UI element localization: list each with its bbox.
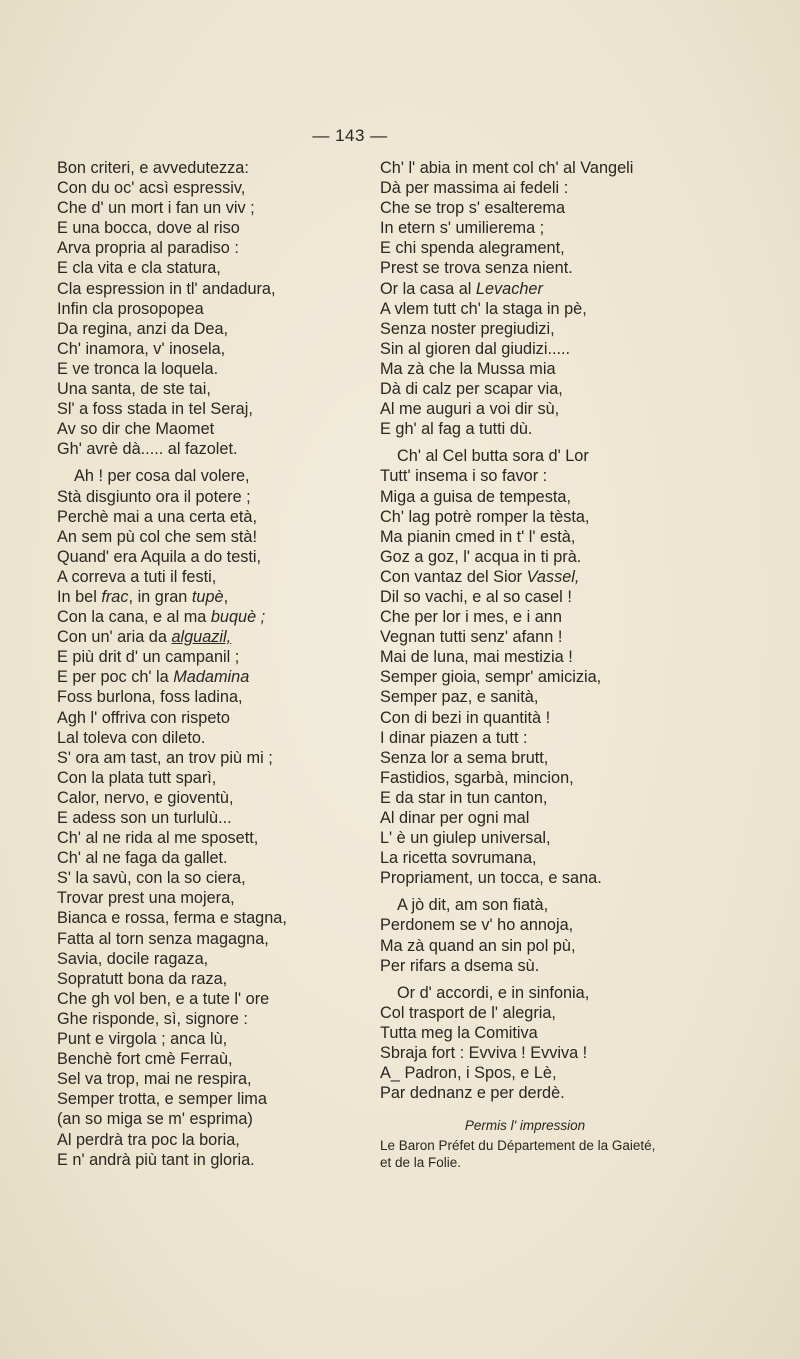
censor-line: Le Baron Préfet du Département de la Gaieté, [380, 1138, 656, 1154]
right-column [380, 158, 710, 1171]
poem-line: Stà disgiunto ora il potere ; [57, 487, 251, 506]
poem-line: Or d' accordi, e in sinfonia, [397, 983, 590, 1002]
poem-line: Ma zà che la Mussa mia [380, 359, 556, 378]
poem-line: A_ Padron, i Spos, e Lè, [380, 1064, 557, 1083]
poem-line: Con du oc' acsì espressiv, [57, 179, 246, 198]
poem-line: In bel frac, in gran tupè, [57, 587, 229, 606]
poem-line: Goz a goz, l' acqua in ti prà. [380, 547, 582, 566]
poem-line: Agh l' offriva con rispeto [57, 708, 230, 727]
poem-line: E ve tronca la loquela. [57, 359, 219, 378]
poem-line: Ch' l' abia in ment col ch' al Vangeli [380, 159, 634, 177]
poem-line: Al dinar per ogni mal [380, 809, 530, 827]
poem-line: Bon criteri, e avvedutezza: [57, 159, 249, 177]
censor-line-sub: et de la Folie. [380, 1155, 462, 1171]
poem-line: Av so dir che Maomet [57, 420, 215, 439]
poem-line: Tutt' insema i so favor : [380, 467, 548, 486]
poem-line: Dà di calz per scapar via, [380, 380, 563, 399]
poem-line: E più drit d' un campanil ; [57, 648, 240, 667]
poem-line: Infin cla prosopopea [57, 299, 204, 318]
poem-line: Miga a guisa de tempesta, [380, 487, 571, 506]
poem-line: Lal toleva con dileto. [57, 728, 206, 747]
poem-line: E n' andrà più tant in gloria. [57, 1150, 255, 1169]
poem-line: Al perdrà tra poc la boria, [57, 1130, 240, 1149]
poem-line: Sel va trop, mai ne respira, [57, 1070, 252, 1089]
poem-line: Che se trop s' esalterema [380, 199, 566, 218]
poem-line: Semper trotta, e semper lima [57, 1090, 267, 1109]
italic-word: alguazil, [171, 628, 232, 647]
poem-line: Fatta al torn senza magagna, [57, 929, 269, 948]
stanza [380, 983, 710, 1104]
poem-line: E adess son un turlulù... [57, 809, 232, 827]
poem-line: Per rifars a dsema sù. [380, 956, 540, 975]
stanza [57, 158, 357, 459]
poem-line: Con vantaz del Sior Vassel, [380, 567, 580, 586]
poem-line: Sbraja fort : Evviva ! Evviva ! [380, 1044, 588, 1063]
poem-line: Ch' al ne faga da gallet. [57, 849, 228, 868]
poem-line: E da star in tun canton, [380, 788, 548, 807]
poem-line: Sl' a foss stada in tel Seraj, [57, 400, 253, 419]
poem-line: Ah ! per cosa dal volere, [74, 467, 250, 486]
poem-line: Ch' al Cel butta sora d' Lor [397, 447, 589, 466]
poem-line: Quand' era Aquila a do testi, [57, 547, 262, 566]
poem-line: Con la cana, e al ma buquè ; [57, 608, 266, 627]
poem-line: Ma pianin cmed in t' l' està, [380, 527, 576, 546]
stanza [380, 158, 710, 439]
left-column [57, 158, 357, 1170]
poem-line: E gh' al fag a tutti dù. [380, 420, 533, 439]
poem-line: Una santa, de ste tai, [57, 380, 211, 399]
poem-line: S' la savù, con la so ciera, [57, 869, 246, 888]
poem-line: Perchè mai a una certa età, [57, 507, 258, 526]
poem-line: E chi spenda alegrament, [380, 239, 565, 258]
right-stanzas [380, 158, 710, 1103]
poem-line: Al me auguri a voi dir sù, [380, 400, 560, 419]
poem-line: Dil so vachi, e al so casel ! [380, 587, 572, 606]
poem-line: Arva propria al paradiso : [57, 239, 239, 258]
poem-line: Sin al gioren dal giudizi..... [380, 339, 571, 358]
poem-line: Ghe risponde, sì, signore : [57, 1009, 248, 1028]
italic-word: Vassel, [526, 567, 580, 586]
poem-line: Savia, docile ragaza, [57, 949, 209, 968]
poem-line: Con di bezi in quantità ! [380, 708, 551, 727]
italic-word: Madamina [173, 668, 250, 687]
poem-line: Par dednanz e per derdè. [380, 1084, 565, 1103]
poem-line: Che gh vol ben, e a tute l' ore [57, 989, 270, 1008]
poem-line: Trovar prest una mojera, [57, 889, 235, 908]
poem-line: Col trasport de l' alegria, [380, 1003, 556, 1022]
poem-line: S' ora am tast, an trov più mi ; [57, 748, 273, 767]
poem-line: In etern s' umilierema ; [380, 219, 545, 238]
poem-line: An sem pù col che sem stà! [57, 527, 257, 546]
poem-line: Or la casa al Levacher [380, 279, 543, 298]
poem-line: Propriament, un tocca, e sana. [380, 869, 602, 888]
poem-line: Che d' un mort i fan un viv ; [57, 199, 255, 218]
poem-line: Benchè fort cmè Ferraù, [57, 1050, 233, 1069]
italic-word: frac [101, 587, 129, 606]
poem-line: Foss burlona, foss ladina, [57, 688, 243, 707]
poem-line: Gh' avrè dà..... al fazolet. [57, 440, 238, 459]
poem-line: (an so miga se m' esprima) [57, 1110, 253, 1129]
poem-line: Fastidios, sgarbà, mincion, [380, 768, 574, 787]
poem-line: Ch' inamora, v' inosela, [57, 339, 226, 358]
poem-line: Punt e virgola ; anca lù, [57, 1030, 228, 1049]
poem-line: A correva a tuti il festi, [57, 567, 217, 586]
poem-line: Che per lor i mes, e i ann [380, 608, 562, 627]
permis-line: Permis l' impression [464, 1118, 586, 1134]
poem-line: Vegnan tutti senz' afann ! [380, 628, 563, 647]
poem-line: E una bocca, dove al riso [57, 219, 240, 238]
poem-line: Senza lor a sema brutt, [380, 748, 549, 767]
poem-line: A jò dit, am son fiatà, [397, 896, 549, 915]
poem-line: Prest se trova senza nient. [380, 259, 573, 278]
poem-line: La ricetta sovrumana, [380, 849, 537, 868]
poem-line: L' è un giulep universal, [380, 829, 551, 848]
italic-word: Levacher [475, 279, 543, 298]
poem-line: E cla vita e cla statura, [57, 259, 221, 278]
poem-line: Semper gioia, sempr' amicizia, [380, 668, 602, 687]
stanza [57, 466, 357, 1169]
poem-line: Calor, nervo, e gioventù, [57, 788, 234, 807]
italic-word: buquè ; [210, 608, 266, 627]
poem-line: Tutta meg la Comitiva [380, 1023, 538, 1042]
poem-line: Senza noster pregiudizi, [380, 319, 555, 338]
poem-line: Mai de luna, mai mestizia ! [380, 648, 573, 667]
poem-line: Sopratutt bona da raza, [57, 969, 228, 988]
page-number: — 143 — [312, 126, 388, 145]
poem-line: Semper paz, e sanità, [380, 688, 539, 707]
poem-line: A vlem tutt ch' la staga in pè, [380, 299, 587, 318]
poem-line: Da regina, anzi da Dea, [57, 319, 229, 338]
poem-line: Ch' lag potrè romper la tèsta, [380, 507, 590, 526]
stanza [380, 446, 710, 888]
poem-line: Dà per massima ai fedeli : [380, 179, 569, 198]
poem-line: Cla espression in tl' andadura, [57, 279, 276, 298]
poem-line: E per poc ch' la Madamina [57, 668, 250, 687]
poem-line: Con la plata tutt sparì, [57, 768, 217, 787]
stanza [380, 895, 710, 975]
poem-line: I dinar piazen a tutt : [380, 728, 528, 747]
poem-line: Ma zà quand an sin pol pù, [380, 936, 576, 955]
poem-line: Bianca e rossa, ferma e stagna, [57, 909, 287, 928]
poem-line: Con un' aria da alguazil, [57, 628, 232, 647]
poem-line: Ch' al ne rida al me sposett, [57, 829, 259, 848]
italic-word: tupè [191, 587, 224, 606]
poem-line: Perdonem se v' ho annoja, [380, 916, 574, 935]
